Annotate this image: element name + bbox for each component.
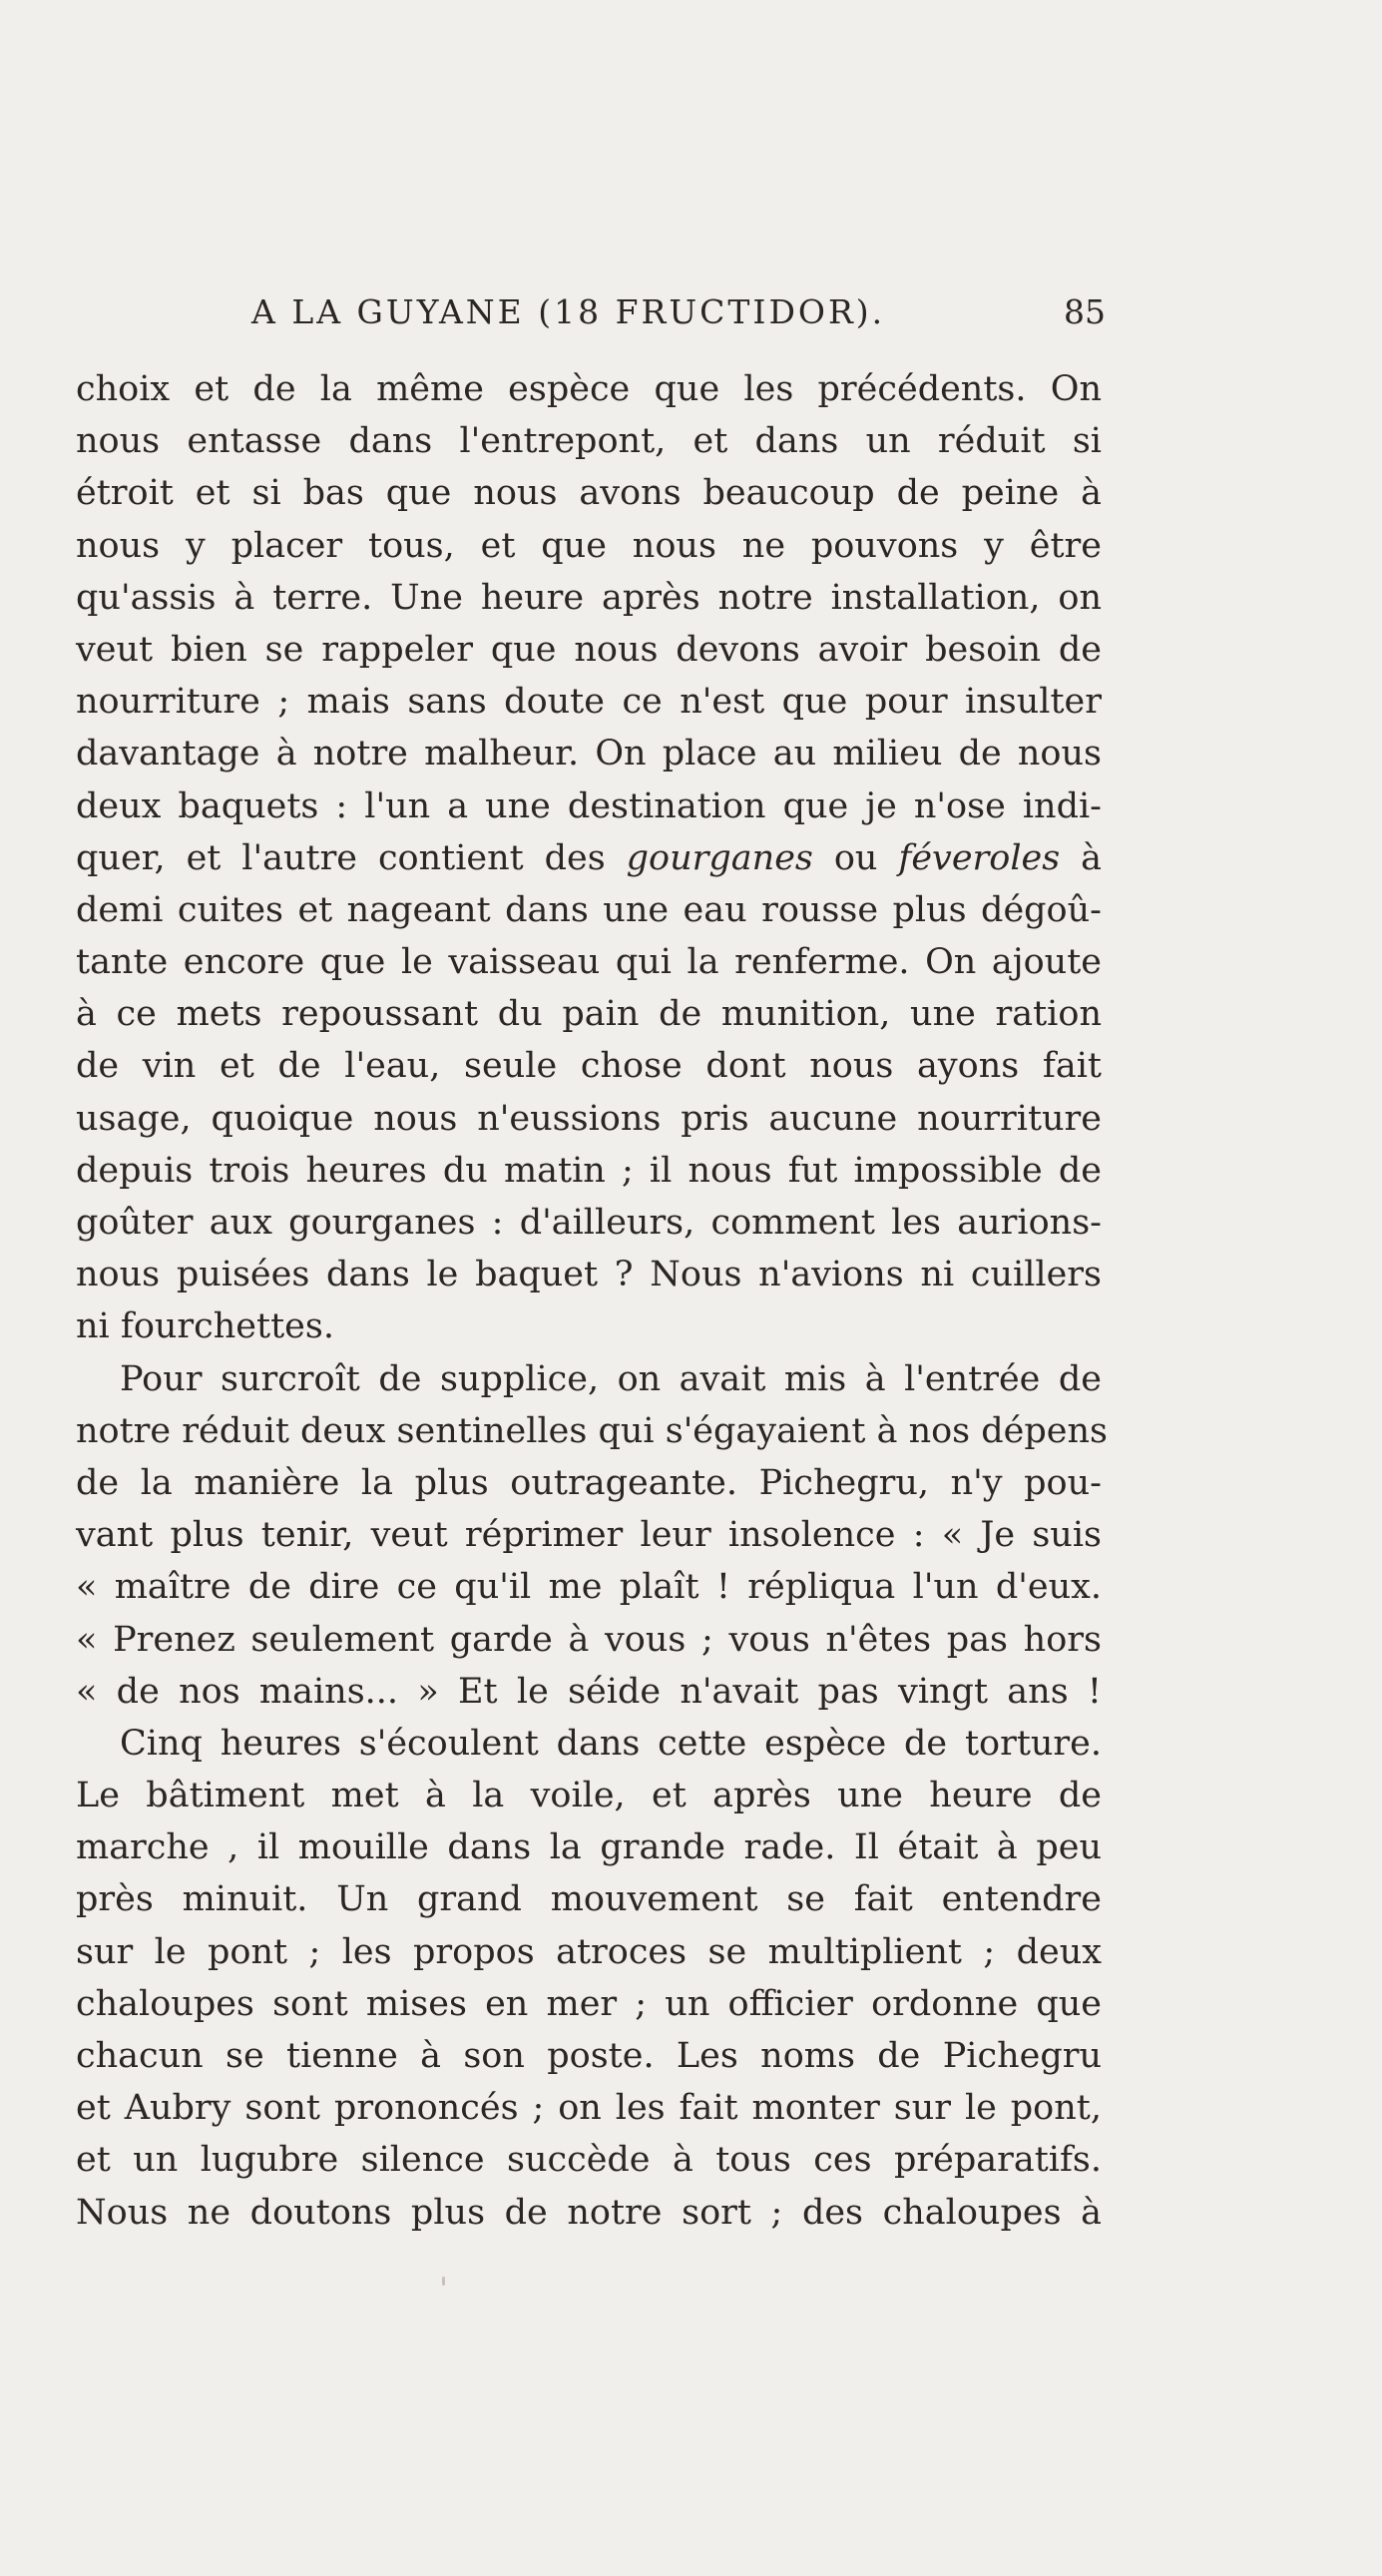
text-line-italic-terms [76, 832, 1102, 884]
italic-term-gourganes: gourganes [626, 837, 813, 878]
text-line: Nous ne doutons plus de notre sort ; des chaloupes à [76, 2192, 1102, 2233]
line-segment: à [1060, 837, 1102, 878]
text-line: goûter aux gourganes : d'ailleurs, comment les aurions- [76, 1203, 1102, 1243]
text-line: qu'assis à terre. Une heure après notre installation, on [76, 577, 1102, 618]
text-line: Le bâtiment met à la voile, et après une heure de [76, 1776, 1102, 1816]
line-segment: ou [812, 837, 899, 878]
text-line: nous entasse dans l'entrepont, et dans un réduit si [76, 421, 1102, 462]
text-line: de vin et de l'eau, seule chose dont nous ayons fait [76, 1046, 1102, 1087]
body-text [76, 363, 1109, 2239]
text-line: davantage à notre malheur. On place au milieu de nous [76, 734, 1102, 774]
line-segment: quer, et l'autre contient des [76, 837, 627, 878]
paragraph-start-line: Cinq heures s'écoulent dans cette espèce de torture. [120, 1723, 1102, 1764]
quote-line: « maître de dire ce qu'il me plaît ! répliqua l'un d'eux. [76, 1567, 1102, 1608]
quote-line: « Prenez seulement garde à vous ; vous n'êtes pas hors [76, 1619, 1102, 1660]
text-line: de la manière la plus outrageante. Pichegru, n'y pou- [76, 1462, 1102, 1503]
text-line: et Aubry sont prononcés ; on les fait monter sur le pont, [76, 2088, 1102, 2129]
text-line: à ce mets repoussant du pain de munition, une ration [76, 994, 1102, 1035]
page-number: 85 [1064, 292, 1106, 331]
text-line: nous y placer tous, et que nous ne pouvons y être [76, 525, 1102, 566]
text-line: ni fourchettes. [76, 1306, 334, 1347]
text-line: sur le pont ; les propos atroces se multiplient ; deux [76, 1931, 1102, 1972]
quote-line: « de nos mains... » Et le séide n'avait pas vingt ans ! [76, 1671, 1102, 1712]
text-line: chaloupes sont mises en mer ; un officier ordonne que [76, 1983, 1102, 2024]
running-head [0, 292, 1382, 342]
running-title: A LA GUYANE (18 FRUCTIDOR). [251, 292, 886, 331]
paper-speck [442, 2277, 445, 2286]
text-line: et un lugubre silence succède à tous ces préparatifs. [76, 2140, 1102, 2181]
text-line: tante encore que le vaisseau qui la renferme. On ajoute [76, 942, 1102, 983]
text-line: deux baquets : l'un a une destination que je n'ose indi- [76, 785, 1102, 826]
text-line: veut bien se rappeler que nous devons avoir besoin de [76, 629, 1102, 670]
text-line: près minuit. Un grand mouvement se fait entendre [76, 1879, 1102, 1920]
italic-term-feveroles: féveroles [898, 837, 1061, 878]
text-line: marche , il mouille dans la grande rade. Il était à peu [76, 1827, 1102, 1868]
text-line: choix et de la même espèce que les précédents. On [76, 369, 1102, 409]
text-line: demi cuites et nageant dans une eau rousse plus dégoû- [76, 889, 1102, 930]
text-line: usage, quoique nous n'eussions pris aucune nourriture [76, 1098, 1102, 1139]
text-line: chacun se tienne à son poste. Les noms de Pichegru [76, 2036, 1102, 2076]
text-line: notre réduit deux sentinelles qui s'égayaient à nos dépens [76, 1410, 1109, 1451]
text-line: depuis trois heures du matin ; il nous fut impossible de [76, 1150, 1102, 1191]
text-line: vant plus tenir, veut réprimer leur insolence : « Je suis [76, 1515, 1102, 1556]
text-line: nous puisées dans le baquet ? Nous n'avions ni cuillers [76, 1255, 1102, 1295]
text-line: étroit et si bas que nous avons beaucoup de peine à [76, 473, 1102, 514]
text-line: nourriture ; mais sans doute ce n'est que pour insulter [76, 682, 1102, 723]
paragraph-start-line: Pour surcroît de supplice, on avait mis à l'entrée de [120, 1358, 1102, 1399]
